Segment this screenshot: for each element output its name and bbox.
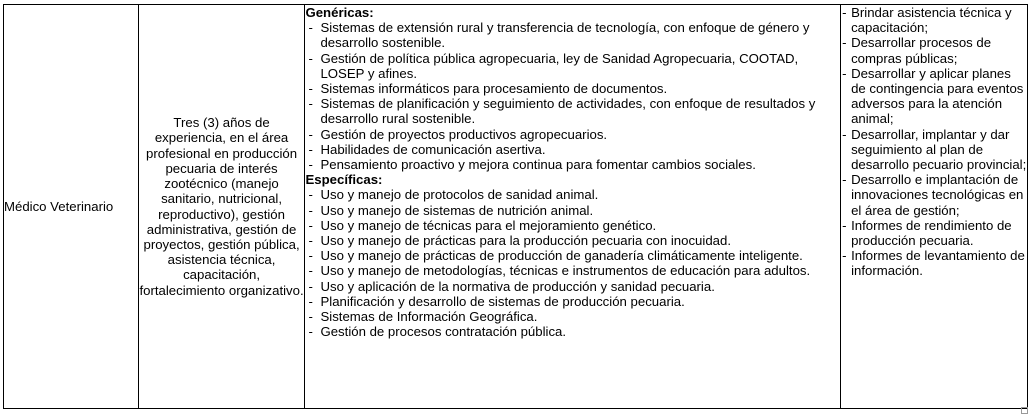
list-item: - Uso y manejo de sistemas de nutrición animal. [305,203,840,218]
responsibilities-cell [841,5,1028,409]
list-item: - Informes de levantamiento de información. [841,248,1027,278]
experience-cell [138,5,305,409]
list-item: - Uso y aplicación de la normativa de producción y sanidad pecuaria. [305,279,840,294]
list-item: - Planificación y desarrollo de sistemas de producción pecuaria. [305,294,840,309]
position-cell [4,5,139,409]
job-profile-table [3,4,1028,409]
list-item: - Informes de rendimiento de producción pecuaria. [841,218,1027,248]
list-item: - Sistemas de Información Geográfica. [305,309,840,324]
competencies-cell [305,5,841,409]
list-item: - Desarrollar procesos de compras públicas; [841,35,1027,65]
generic-list [305,20,840,172]
responsibilities-list [841,5,1027,279]
list-item: - Sistemas informáticos para procesamiento de documentos. [305,81,840,96]
specific-heading: Específicas: [305,172,383,188]
list-item: - Gestión de política pública agropecuaria, ley de Sanidad Agropecuaria, COOTAD, LOSEP y afines. [305,51,840,81]
list-item: - Pensamiento proactivo y mejora continua para fomentar cambios sociales. [305,157,840,172]
list-item: - Habilidades de comunicación asertiva. [305,142,840,157]
list-item: - Gestión de procesos contratación pública. [305,324,840,339]
specific-list [305,187,840,339]
generic-heading: Genéricas: [305,5,374,20]
list-item: - Uso y manejo de protocolos de sanidad animal. [305,187,840,202]
table-row [4,5,1028,409]
list-item: - Brindar asistencia técnica y capacitación; [841,5,1027,35]
experience-text: Tres (3) años de experiencia, en el área profesional en producción pecuaria de interés zootécnico (manejo sanitario, nutricional, reproductivo), gestión administrativa, gestión de proyectos, gestión pública, asistencia técnica, capacitación, fortalecimiento organizativo. [139,115,304,298]
list-item: - Desarrollo e implantación de innovaciones tecnológicas en el área de gestión; [841,172,1027,218]
list-item: - Gestión de proyectos productivos agropecuarios. [305,127,840,142]
list-item: - Sistemas de extensión rural y transferencia de tecnología, con enfoque de género y desarrollo sostenible. [305,20,840,50]
list-item: - Uso y manejo de prácticas de producción de ganadería climáticamente inteligente. [305,248,840,263]
list-item: - Uso y manejo de prácticas para la producción pecuaria con inocuidad. [305,233,840,248]
table-resize-handle[interactable] [1021,407,1028,414]
position-title: Médico Veterinario [4,198,114,214]
list-item: - Desarrollar, implantar y dar seguimiento al plan de desarrollo pecuario provincial; [841,127,1027,173]
list-item: - Sistemas de planificación y seguimiento de actividades, con enfoque de resultados y desarrollo rural sostenible. [305,96,840,126]
list-item: - Desarrollar y aplicar planes de contingencia para eventos adversos para la atención animal; [841,66,1027,127]
list-item: - Uso y manejo de técnicas para el mejoramiento genético. [305,218,840,233]
list-item: - Uso y manejo de metodologías, técnicas e instrumentos de educación para adultos. [305,263,840,278]
